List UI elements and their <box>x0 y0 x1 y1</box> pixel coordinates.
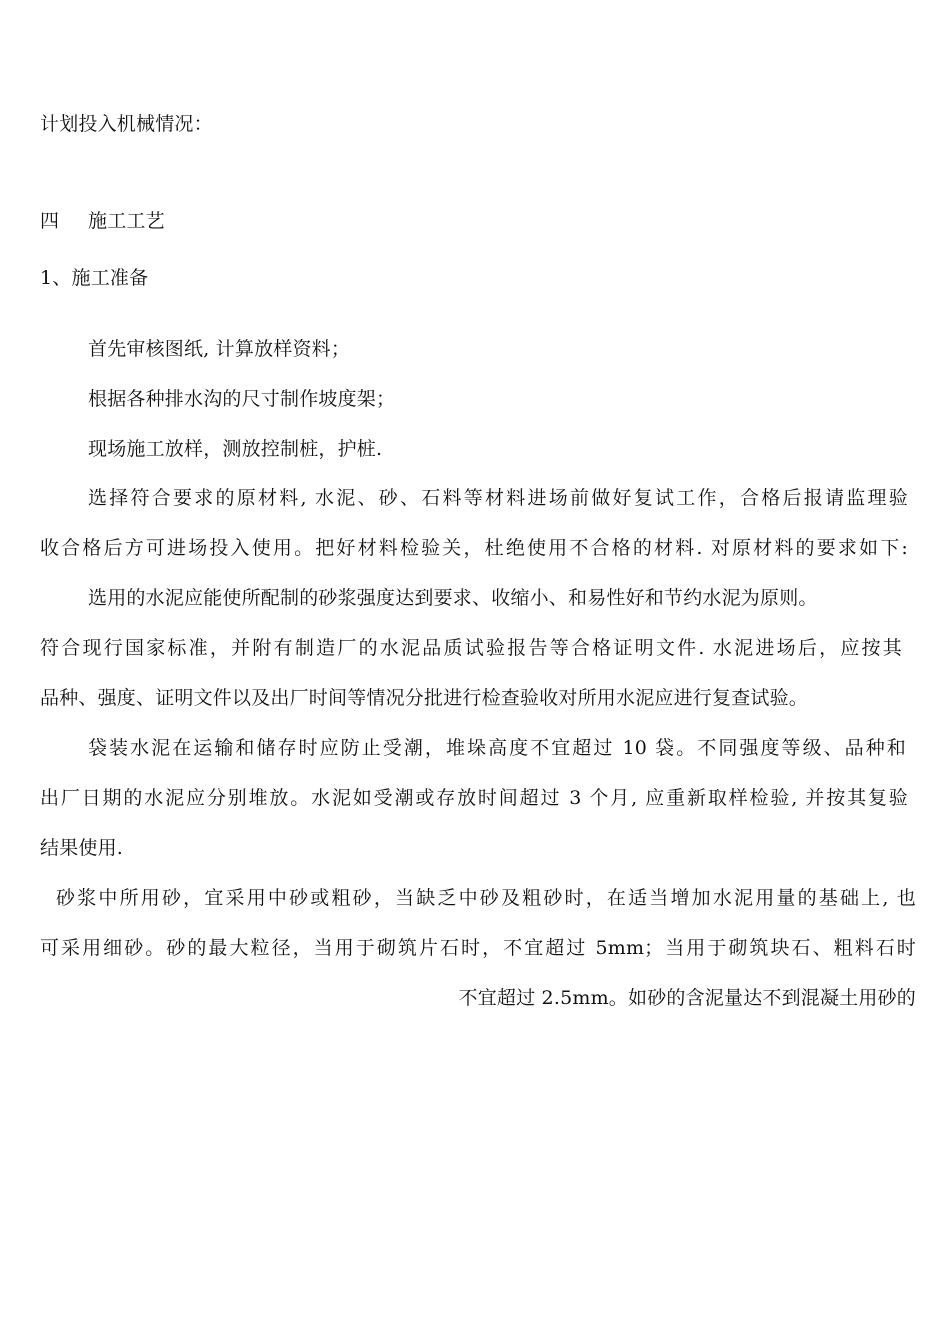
text-line-materials-2: 收合格后方可进场投入使用。把好材料检验关，杜绝使用不合格的材料. 对原材料的要求如下: <box>40 537 908 559</box>
text-line-cement-3: 品种、强度、证明文件以及出厂时间等情况分批进行检查验收对所用水泥应进行复查试验。 <box>40 687 809 709</box>
text-line-sand-3: 不宜超过 2.5mm。如砂的含泥量达不到混凝土用砂的 <box>458 987 916 1009</box>
text-line-review-drawings: 首先审核图纸, 计算放样资料； <box>88 338 351 360</box>
text-line-bagged-cement-2: 出厂日期的水泥应分别堆放。水泥如受潮或存放时间超过 3 个月, 应重新取样检验, 并按其复验 <box>40 787 908 809</box>
subsection-title: 1、施工准备 <box>40 267 149 289</box>
section-number: 四 <box>40 210 60 232</box>
text-line-materials-1: 选择符合要求的原材料, 水泥、砂、石料等材料进场前做好复试工作，合格后报请监理验 <box>88 487 908 509</box>
text-line-bagged-cement-3: 结果使用. <box>40 837 124 859</box>
text-line-cement-2: 符合现行国家标准，并附有制造厂的水泥品质试验报告等合格证明文件. 水泥进场后，应按其 <box>40 637 902 659</box>
text-line-sand-1: 砂浆中所用砂，宜采用中砂或粗砂，当缺乏中砂及粗砂时，在适当增加水泥用量的基础上, 也 <box>56 887 916 909</box>
text-line-slope-frame: 根据各种排水沟的尺寸制作坡度架； <box>88 388 396 410</box>
text-line-bagged-cement-1: 袋装水泥在运输和储存时应防止受潮，堆垛高度不宜超过 10 袋。不同强度等级、品种和 <box>88 737 906 759</box>
text-line-site-layout: 现场施工放样，测放控制桩，护桩. <box>88 438 383 460</box>
text-line-cement-1: 选用的水泥应能使所配制的砂浆强度达到要求、收缩小、和易性好和节约水泥为原则。 <box>88 587 818 609</box>
section-title: 施工工艺 <box>88 210 165 232</box>
text-line-sand-2: 可采用细砂。砂的最大粒径，当用于砌筑片石时，不宜超过 5mm；当用于砌筑块石、粗料石时 <box>40 937 916 959</box>
text-line-mechanical-plan: 计划投入机械情况： <box>40 113 213 135</box>
